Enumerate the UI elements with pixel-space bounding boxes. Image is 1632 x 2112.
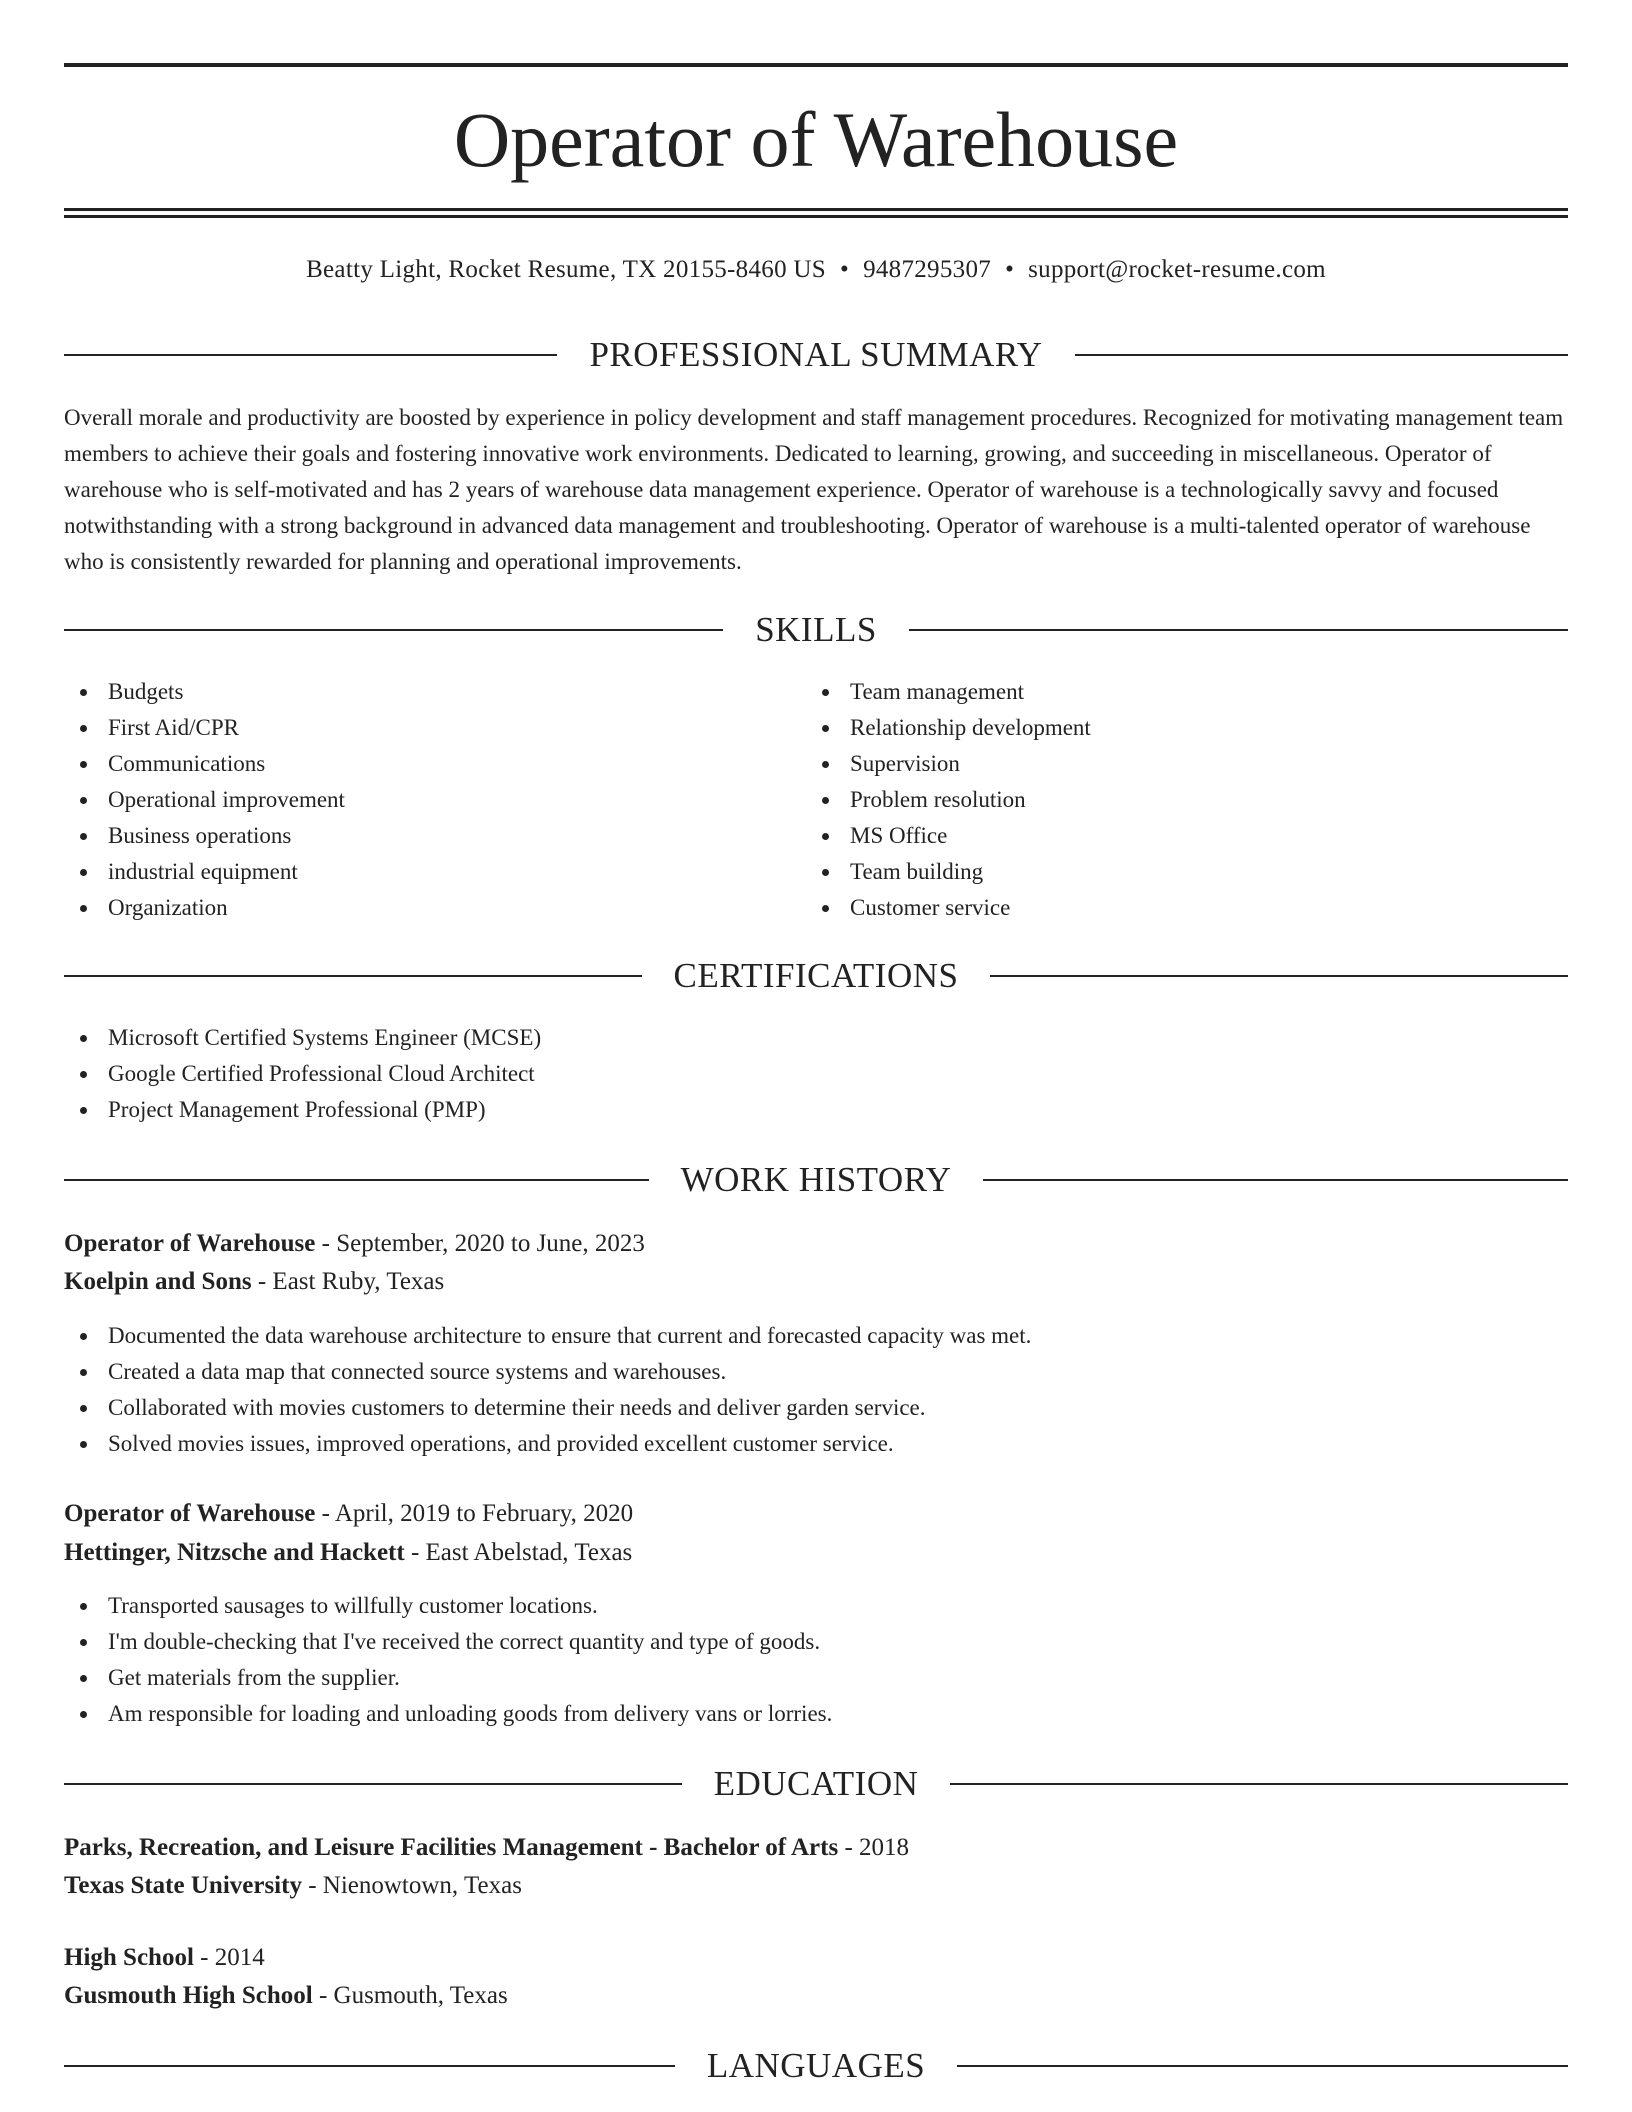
heading-rule <box>64 354 557 356</box>
job-title: Operator of Warehouse <box>64 1500 316 1527</box>
duty-item: Collaborated with movies customers to determine their needs and deliver garden service. <box>64 1390 1464 1426</box>
education-degree: Parks, Recreation, and Leisure Facilities Management - Bachelor of Arts <box>64 1834 839 1861</box>
skill-item: Team management <box>806 674 1546 710</box>
separator-dash: - <box>315 1500 335 1527</box>
job-title-line <box>64 1226 645 1262</box>
separator-dash: - <box>404 1539 426 1566</box>
duty-item: Get materials from the supplier. <box>64 1660 1464 1696</box>
section-title: SKILLS <box>755 610 877 649</box>
contact-email: support@rocket-resume.com <box>1028 256 1326 283</box>
job-duties-list <box>64 1588 1464 1732</box>
section-title: WORK HISTORY <box>680 1160 952 1199</box>
skills-list-right <box>806 674 1546 926</box>
summary-text: Overall morale and productivity are boosted by experience in policy development and staff management procedures. Recognized for motivating management team members to achieve their goals and fostering innovative work environments. Dedicated to learning, growing, and succeeding in miscellaneous. Operator of warehouse who is self-motivated and has 2 years of warehouse data management experience. Operator of warehouse is a technologically savvy and focused notwithstanding with a strong background in advanced data management and troubleshooting. Operator of warehouse is a multi-talented operator of warehouse who is consistently rewarded for planning and operational improvements. <box>64 405 1564 574</box>
job-title-line <box>64 1496 633 1532</box>
top-rule <box>64 63 1568 67</box>
section-heading-summary <box>64 335 1568 375</box>
job-duties-list <box>64 1318 1464 1462</box>
heading-rule <box>950 1783 1568 1785</box>
education-school-line <box>64 1868 522 1904</box>
job-company-line <box>64 1535 632 1571</box>
duty-item: Documented the data warehouse architecture to ensure that current and forecasted capacity was met. <box>64 1318 1464 1354</box>
certification-item: Project Management Professional (PMP) <box>64 1092 1464 1128</box>
education-degree: High School <box>64 1944 194 1971</box>
page-title: Operator of Warehouse <box>453 96 1179 183</box>
section-heading-certifications <box>64 956 1568 996</box>
certifications-list <box>64 1020 1464 1128</box>
contact-separator: • <box>840 256 850 283</box>
contact-address: Beatty Light, Rocket Resume, TX 20155-8460 US <box>306 256 826 283</box>
contact-phone: 9487295307 <box>863 256 992 283</box>
heading-rule <box>64 975 642 977</box>
education-location: Gusmouth, Texas <box>333 1982 508 2009</box>
separator-dash: - <box>193 1944 215 1971</box>
section-title: EDUCATION <box>713 1764 919 1803</box>
separator-dash: - <box>312 1982 334 2009</box>
section-title: PROFESSIONAL SUMMARY <box>589 335 1043 374</box>
certification-item: Google Certified Professional Cloud Architect <box>64 1056 1464 1092</box>
section-heading-education <box>64 1764 1568 1804</box>
section-heading-languages <box>64 2046 1568 2086</box>
skill-item: Relationship development <box>806 710 1546 746</box>
job-title: Operator of Warehouse <box>64 1230 316 1257</box>
duty-item: Am responsible for loading and unloading goods from delivery vans or lorries. <box>64 1696 1464 1732</box>
skill-item: MS Office <box>806 818 1546 854</box>
heading-rule <box>1075 354 1568 356</box>
section-heading-skills <box>64 610 1568 650</box>
contact-line <box>64 254 1568 286</box>
duty-item: I'm double-checking that I've received the correct quantity and type of goods. <box>64 1624 1464 1660</box>
skill-item: Customer service <box>806 890 1546 926</box>
skill-item: Team building <box>806 854 1546 890</box>
duty-item: Created a data map that connected source systems and warehouses. <box>64 1354 1464 1390</box>
education-degree-line <box>64 1940 265 1976</box>
section-title: CERTIFICATIONS <box>673 956 959 995</box>
skill-item: Operational improvement <box>64 782 804 818</box>
separator-dash: - <box>251 1268 273 1295</box>
skill-item: industrial equipment <box>64 854 804 890</box>
education-year: 2014 <box>214 1944 265 1971</box>
heading-rule <box>64 1179 649 1181</box>
heading-rule <box>957 2065 1568 2067</box>
separator-dash: - <box>315 1230 337 1257</box>
education-school-line <box>64 1978 508 2014</box>
skill-item: Organization <box>64 890 804 926</box>
job-company: Hettinger, Nitzsche and Hackett <box>64 1539 405 1566</box>
education-school: Texas State University <box>64 1872 302 1899</box>
job-company: Koelpin and Sons <box>64 1268 252 1295</box>
heading-rule <box>64 2065 675 2067</box>
heading-rule <box>64 629 723 631</box>
skills-list-left <box>64 674 804 926</box>
skill-item: Supervision <box>806 746 1546 782</box>
heading-rule <box>64 1783 682 1785</box>
skill-item: Business operations <box>64 818 804 854</box>
title-rule-lower <box>64 215 1568 218</box>
certification-item: Microsoft Certified Systems Engineer (MCSE) <box>64 1020 1464 1056</box>
duty-item: Solved movies issues, improved operations, and provided excellent customer service. <box>64 1426 1464 1462</box>
job-location: East Ruby, Texas <box>272 1268 445 1295</box>
education-degree-line <box>64 1830 909 1866</box>
job-dates: September, 2020 to June, 2023 <box>336 1230 645 1257</box>
job-location: East Abelstad, Texas <box>425 1539 633 1566</box>
duty-item: Transported sausages to willfully customer locations. <box>64 1588 1464 1624</box>
section-heading-work-history <box>64 1160 1568 1200</box>
heading-rule <box>990 975 1568 977</box>
skill-item: Budgets <box>64 674 804 710</box>
contact-separator: • <box>1005 256 1015 283</box>
separator-dash: - <box>838 1834 860 1861</box>
job-dates: April, 2019 to February, 2020 <box>334 1500 634 1527</box>
job-company-line <box>64 1264 444 1300</box>
section-title: LANGUAGES <box>706 2046 926 2085</box>
skill-item: Communications <box>64 746 804 782</box>
education-school: Gusmouth High School <box>64 1982 313 2009</box>
education-year: 2018 <box>859 1834 910 1861</box>
separator-dash: - <box>301 1872 323 1899</box>
heading-rule <box>983 1179 1568 1181</box>
education-location: Nienowtown, Texas <box>322 1872 522 1899</box>
heading-rule <box>909 629 1568 631</box>
skill-item: Problem resolution <box>806 782 1546 818</box>
skill-item: First Aid/CPR <box>64 710 804 746</box>
title-rule-upper <box>64 208 1568 211</box>
